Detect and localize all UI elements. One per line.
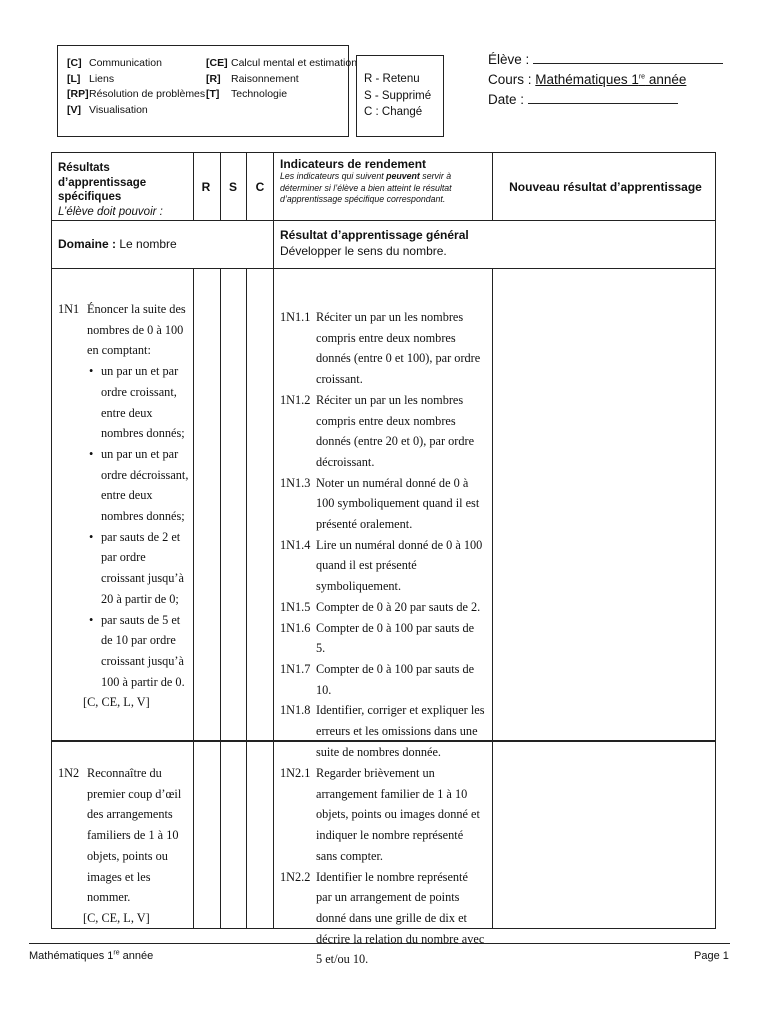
legend-item xyxy=(206,87,357,103)
column-divider xyxy=(193,268,194,929)
legend-label: Liens xyxy=(89,72,115,85)
legend-item xyxy=(67,72,205,88)
date-row xyxy=(488,90,723,110)
indicator-item xyxy=(280,390,485,473)
indicator-code: 1N2.1 xyxy=(280,766,311,780)
column-header-c: C xyxy=(255,180,265,194)
indicator-code: 1N1.2 xyxy=(280,392,311,407)
indicator-text: Compter de 0 à 20 par sauts de 2. xyxy=(316,599,481,614)
general-outcome-title: Résultat d’apprentissage général xyxy=(280,228,469,242)
legend-code: [C] xyxy=(67,57,82,69)
course-row xyxy=(488,70,723,90)
indicator-code: 1N1.7 xyxy=(280,661,311,676)
legend-code: [R] xyxy=(206,72,221,85)
legend-item xyxy=(67,103,205,119)
legend-column-2 xyxy=(206,56,357,103)
table-divider xyxy=(51,220,716,221)
outcome-text: Reconnaître du premier coup d’œil des arrangements familiers de 1 à 10 objets, points ou images et les nommer. xyxy=(87,766,182,905)
legend-label: Calcul mental et estimation xyxy=(231,57,358,69)
outcome-bullet: • par sauts de 5 et de 10 par ordre croissant jusqu’à 100 à partir de 0. xyxy=(101,610,190,693)
results-header-subtitle: L’élève doit pouvoir : xyxy=(58,205,163,218)
indicator-text: Regarder brièvement un arrangement familier de 1 à 10 objets, points ou images donné et indiquer le nombre représenté sans compter. xyxy=(316,766,480,863)
indicator-text: Identifier, corriger et expliquer les erreurs et les omissions dans une suite de nombres donnée. xyxy=(316,703,485,759)
outcome-1n1 xyxy=(58,299,190,713)
outcome-bullet: • un par un et par ordre décroissant, entre deux nombres donnés; xyxy=(101,444,190,527)
outcome-bullets xyxy=(87,361,190,692)
column-divider xyxy=(492,268,493,929)
indicators-header xyxy=(280,157,490,206)
column-divider xyxy=(246,268,247,929)
indicators-1n1 xyxy=(280,307,485,762)
student-name-field[interactable] xyxy=(533,51,723,64)
indicators-header-description: Les indicateurs qui suivent peuvent servir à déterminer si l’élève a bien atteint le résultat d’apprentissage spécifique correspondant. xyxy=(280,171,452,204)
indicator-text: Réciter un par un les nombres compris entre deux nombres donnés (entre 20 et 0), par ordre décroissant. xyxy=(316,392,475,469)
indicator-item xyxy=(280,763,485,867)
indicator-code: 1N1.5 xyxy=(280,599,311,614)
legend-label: Raisonnement xyxy=(231,72,299,85)
rsc-legend-change: C : Changé xyxy=(364,106,423,118)
indicator-code: 1N1.3 xyxy=(280,475,311,490)
rsc-legend-retenu: R - Retenu xyxy=(364,73,420,85)
indicators-1n2 xyxy=(280,763,485,970)
legend-label: Technologie xyxy=(231,88,288,100)
results-header-title: Résultats d’apprentissage spécifiques xyxy=(58,162,147,203)
student-name-row xyxy=(488,50,723,70)
general-outcome-value: Développer le sens du nombre. xyxy=(280,243,447,258)
indicator-item xyxy=(280,597,485,618)
outcome-code: 1N1 xyxy=(58,302,80,316)
indicator-text: Compter de 0 à 100 par sauts de 5. xyxy=(316,620,475,656)
indicator-text: Identifier le nombre représenté par un arrangement de points donné dans une grille de dix et décrire la relation du nombre avec 5 et/ou 10. xyxy=(316,869,485,967)
general-outcome-cell xyxy=(280,228,469,259)
student-info xyxy=(488,50,723,110)
indicator-code: 1N1.1 xyxy=(280,310,311,324)
date-label: Date : xyxy=(488,92,525,107)
column-header-r: R xyxy=(201,180,211,194)
competency-legend xyxy=(57,45,358,137)
column-header-s: S xyxy=(228,180,237,194)
indicator-item xyxy=(280,307,485,390)
legend-item xyxy=(206,72,357,88)
legend-label: Résolution de problèmes xyxy=(89,88,206,100)
legend-code: [RP] xyxy=(67,88,89,100)
legend-label: Communication xyxy=(89,57,162,69)
indicator-text: Réciter un par un les nombres compris entre deux nombres donnés (entre 0 et 100), par ordre croissant. xyxy=(316,310,481,387)
column-divider xyxy=(492,152,493,220)
indicator-item xyxy=(280,700,485,762)
domain-label: Domaine : xyxy=(58,237,117,251)
indicator-item xyxy=(280,535,485,597)
student-name-label: Élève : xyxy=(488,52,530,67)
indicator-code: 1N2.2 xyxy=(280,869,311,884)
legend-code: [V] xyxy=(67,103,81,116)
table-divider xyxy=(51,268,716,269)
column-divider xyxy=(220,268,221,929)
new-result-header: Nouveau résultat d’apprentissage xyxy=(509,180,702,194)
outcome-code: 1N2 xyxy=(58,766,80,780)
legend-code: [T] xyxy=(206,88,220,100)
legend-column-1 xyxy=(67,56,205,118)
footer-course: Mathématiques 1re année xyxy=(29,949,154,962)
column-divider xyxy=(273,152,274,929)
domain-cell xyxy=(58,237,177,251)
indicator-item xyxy=(280,659,485,700)
outcome-text: Énoncer la suite des nombres de 0 à 100 en comptant: xyxy=(87,302,186,358)
legend-item xyxy=(67,87,205,103)
rsc-legend-supprime: S - Supprimé xyxy=(364,89,432,102)
indicator-text: Compter de 0 à 100 par sauts de 10. xyxy=(316,661,475,697)
page-number: Page 1 xyxy=(694,950,729,962)
legend-item xyxy=(67,56,205,72)
outcome-tags: [C, CE, L, V] xyxy=(83,910,150,925)
indicator-code: 1N1.4 xyxy=(280,537,311,552)
outcome-tags: [C, CE, L, V] xyxy=(83,695,150,710)
indicator-code: 1N1.8 xyxy=(280,703,311,718)
legend-code: [CE] xyxy=(206,57,228,69)
outcome-1n2 xyxy=(58,763,190,929)
rsc-legend xyxy=(356,55,444,137)
course-label: Cours : xyxy=(488,72,532,87)
legend-item xyxy=(206,56,357,72)
date-field[interactable] xyxy=(528,91,678,104)
indicator-item xyxy=(280,618,485,659)
results-header xyxy=(58,161,193,219)
outcome-bullet: • par sauts de 2 et par ordre croissant jusqu’à 20 à partir de 0; xyxy=(101,527,190,610)
legend-code: [L] xyxy=(67,72,81,85)
indicator-item xyxy=(280,473,485,535)
outcome-bullet: • un par un et par ordre croissant, entre deux nombres donnés; xyxy=(101,361,190,444)
indicator-item xyxy=(280,867,485,971)
course-value: Mathématiques 1re année xyxy=(535,72,687,87)
indicator-text: Lire un numéral donné de 0 à 100 quand il est présenté symboliquement. xyxy=(316,537,483,594)
domain-value: Le nombre xyxy=(116,237,177,251)
footer-rule xyxy=(29,943,730,944)
indicator-text: Noter un numéral donné de 0 à 100 symboliquement quand il est présenté oralement. xyxy=(316,475,480,532)
legend-label: Visualisation xyxy=(89,103,148,116)
indicator-code: 1N1.6 xyxy=(280,620,311,635)
indicators-header-title: Indicateurs de rendement xyxy=(280,157,427,171)
